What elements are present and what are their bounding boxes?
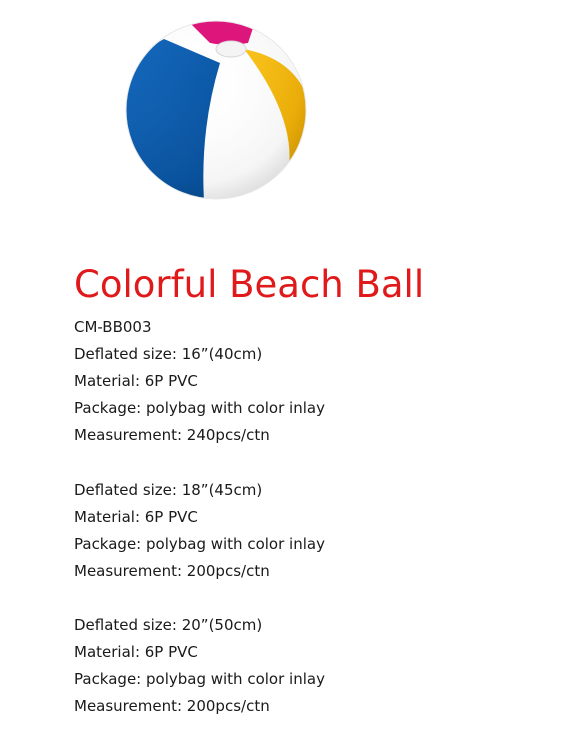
package: Package: polybag with color inlay bbox=[74, 399, 325, 418]
deflated-size: Deflated size: 16”(40cm) bbox=[74, 345, 263, 364]
material: Material: 6P PVC bbox=[74, 372, 198, 391]
measurement: Measurement: 200pcs/ctn bbox=[74, 561, 270, 580]
deflated-size: Deflated size: 18”(45cm) bbox=[74, 480, 263, 499]
material: Material: 6P PVC bbox=[74, 643, 198, 662]
product-code: CM-BB003 bbox=[74, 318, 152, 336]
spacer bbox=[74, 449, 554, 476]
package: Package: polybag with color inlay bbox=[74, 534, 325, 553]
variant-block bbox=[74, 612, 554, 720]
material: Material: 6P PVC bbox=[74, 507, 198, 526]
variant-block bbox=[74, 341, 554, 449]
beach-ball-illustration bbox=[124, 19, 308, 201]
deflated-size: Deflated size: 20”(50cm) bbox=[74, 616, 263, 635]
spacer bbox=[74, 585, 554, 612]
beach-ball-image bbox=[124, 19, 308, 201]
ball-valve-cap bbox=[216, 41, 246, 57]
variant-block bbox=[74, 477, 554, 585]
measurement: Measurement: 240pcs/ctn bbox=[74, 426, 270, 445]
measurement: Measurement: 200pcs/ctn bbox=[74, 697, 270, 716]
package: Package: polybag with color inlay bbox=[74, 670, 325, 689]
product-title: Colorful Beach Ball bbox=[74, 263, 425, 306]
product-specs bbox=[74, 314, 554, 720]
